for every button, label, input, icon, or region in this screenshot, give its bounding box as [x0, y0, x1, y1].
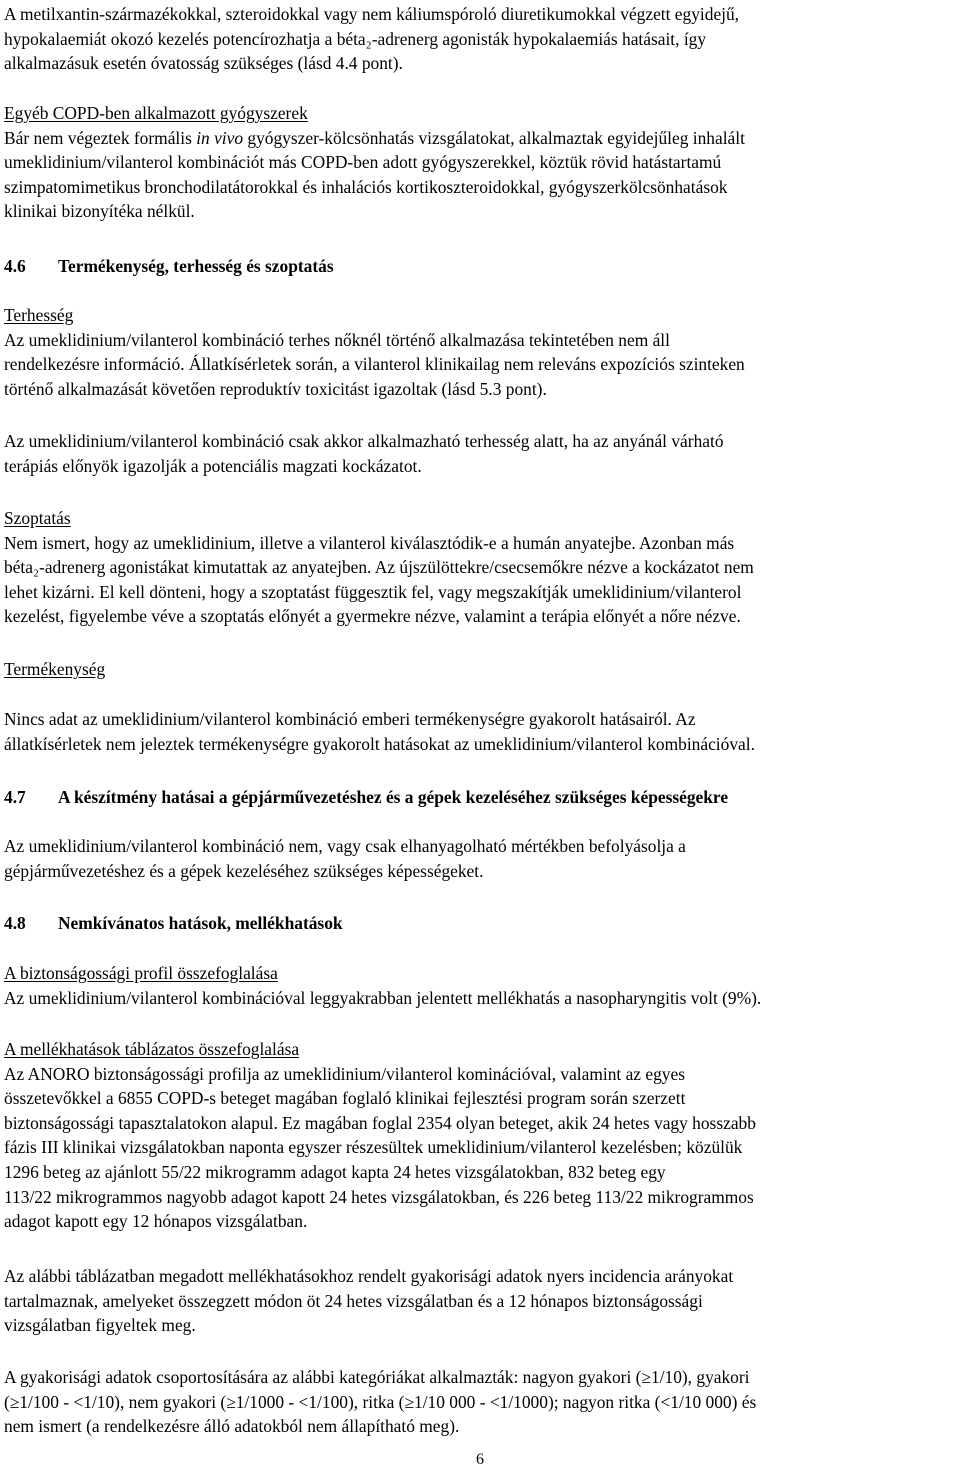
text-line: terápiás előnyök igazolják a potenciális magzati kockázatot. — [4, 455, 422, 476]
section-number: 4.8 — [4, 913, 26, 933]
table-summary-section — [4, 1037, 956, 1234]
text-line: lehet kizárni. El kell dönteni, hogy a szoptatást függesztik fel, vagy megszakítják umeklidinium/vilanterol — [4, 581, 742, 602]
text-line: Az umeklidinium/vilanterol kombináció nem, vagy csak elhanyagolható mértékben befolyásolja a — [4, 836, 686, 856]
fertility-heading-block — [4, 657, 956, 682]
section-number: 4.7 — [4, 787, 26, 807]
text-line: klinikai bizonyítéka nélkül. — [4, 201, 195, 222]
text-line: vizsgálatban figyeltek meg. — [4, 1315, 196, 1336]
text-line: alkalmazásuk esetén óvatosság szükséges (lásd 4.4 pont). — [4, 53, 403, 74]
subheading-pregnancy: Terhesség — [4, 305, 74, 325]
text-line: 1296 beteg az ajánlott 55/22 mikrogramm adagot kapta 24 hetes vizsgálatokban, 832 beteg egy — [4, 1161, 666, 1182]
text-line: összetevőkkel a 6855 COPD-s beteget magában foglaló klinikai fejlesztési program során szerzett — [4, 1088, 686, 1109]
section-title: Termékenység, terhesség és szoptatás — [58, 256, 334, 276]
text-line — [4, 126, 956, 151]
text-line: Az umeklidinium/vilanterol kombináció csak akkor alkalmazható terhesség alatt, ha az anyánál várható — [4, 431, 724, 451]
text-line: béta₂-adrenerg agonistákat kimutattak az anyatejben. Az újszülöttekre/csecsemőkre nézve a kockázatot nem — [4, 557, 754, 578]
safety-summary-section — [4, 961, 956, 1010]
subheading-breastfeeding: Szoptatás — [4, 508, 71, 528]
section-title: Nemkívánatos hatások, mellékhatások — [58, 913, 343, 933]
section-heading-4-6 — [4, 254, 956, 279]
italic-term: in vivo — [196, 127, 244, 148]
text-line: Az umeklidinium/vilanterol kombinációval leggyakrabban jelentett mellékhatás a nasopharyngitis volt (9%). — [4, 987, 762, 1008]
text-line: szimpatomimetikus bronchodilatátorokkal és inhalációs kortikoszteroidokkal, gyógyszerkölcsönhatások — [4, 176, 728, 197]
page-number: 6 — [476, 1451, 484, 1468]
text-line: Az ANORO biztonságossági profilja az umeklidinium/vilanterol kominációval, valamint az egyes — [4, 1063, 685, 1084]
frequency-categories-paragraph — [4, 1365, 956, 1439]
text-line: kezelést, figyelembe véve a szoptatás előnyét a gyermekre nézve, valamint a terápia előnyét a nőre nézve. — [4, 606, 741, 627]
text-segment: Bár nem végeztek formális — [4, 127, 197, 148]
section-title: A készítmény hatásai a gépjárművezetéshez és a gépek kezeléséhez szükséges képességekre — [58, 787, 729, 807]
text-line: nem ismert (a rendelkezésre álló adatokból nem állapítható meg). — [4, 1416, 460, 1437]
other-copd-section — [4, 101, 956, 224]
text-line: tartalmaznak, amelyeket összegzett módon öt 24 hetes vizsgálatban és a 12 hónapos biztonságossági — [4, 1290, 703, 1311]
text-line: fázis III klinikai vizsgálatokban naponta egyszer részesültek umeklidinium/vilanterol kezelésben; közülük — [4, 1137, 743, 1158]
subheading-safety-summary: A biztonságossági profil összefoglalása — [4, 963, 278, 983]
text-line: hypokalaemiát okozó kezelés potencírozhatja a béta₂-adrenerg agonisták hypokalaemiás hatásait, így — [4, 28, 707, 49]
section-heading-4-8 — [4, 911, 956, 936]
text-line: Nem ismert, hogy az umeklidinium, illetve a vilanterol kiválasztódik-e a humán anyatejbe. Azonban más — [4, 532, 735, 553]
text-line: A metilxantin-származékokkal, szteroidokkal vagy nem káliumspóroló diuretikumokkal végzett egyidejű, — [4, 4, 740, 24]
text-line: 113/22 mikrogrammos nagyobb adagot kapott 24 hetes vizsgálatokban, és 226 beteg 113/22 mikrogrammos — [4, 1186, 754, 1207]
text-line: umeklidinium/vilanterol kombinációt más COPD-ben adott gyógyszerekkel, köztük rövid hatástartamú — [4, 152, 722, 173]
text-line: Az umeklidinium/vilanterol kombináció terhes nőknél történő alkalmazása tekintetében nem áll — [4, 329, 670, 350]
breastfeeding-section — [4, 506, 956, 629]
text-line: történő alkalmazását követően reproduktív toxicitást igazoltak (lásd 5.3 pont). — [4, 378, 547, 399]
subheading-fertility: Termékenység — [4, 659, 106, 679]
text-line: állatkísérletek nem jeleztek termékenységre gyakorolt hatásokat az umeklidinium/vilanterol kombinációval. — [4, 733, 755, 754]
text-line: biztonságossági tapasztalatokon alapul. Ez magában foglal 2354 olyan beteget, akik 24 hetes vagy hosszabb — [4, 1112, 756, 1133]
text-line: gépjárművezetéshez és a gépek kezeléséhez szükséges képességeket. — [4, 860, 484, 881]
section-4-7-paragraph — [4, 834, 956, 883]
text-line: Nincs adat az umeklidinium/vilanterol kombináció emberi termékenységre gyakorolt hatásairól. Az — [4, 709, 696, 729]
fertility-paragraph — [4, 707, 956, 756]
text-line: A gyakorisági adatok csoportosítására az alábbi kategóriákat alkalmazták: nagyon gyakori (≥1/10), gyakori — [4, 1367, 750, 1387]
pregnancy-section — [4, 303, 956, 401]
text-line: (≥1/100 - <1/10), nem gyakori (≥1/1000 - <1/100), ritka (≥1/10 000 - <1/1000); nagyon ritka (<1/10 000) és — [4, 1391, 757, 1412]
subheading-other-copd: Egyéb COPD-ben alkalmazott gyógyszerek — [4, 103, 308, 123]
text-line: adagot kapott egy 12 hónapos vizsgálatban. — [4, 1211, 308, 1232]
text-segment: gyógyszer-kölcsönhatás vizsgálatokat, alkalmaztak egyidejűleg inhalált — [243, 127, 745, 148]
text-line: Az alábbi táblázatban megadott mellékhatásokhoz rendelt gyakorisági adatok nyers incidencia arányokat — [4, 1266, 734, 1286]
pregnancy-paragraph-2 — [4, 429, 956, 478]
table-summary-paragraph-2 — [4, 1264, 956, 1338]
section-number: 4.6 — [4, 256, 26, 276]
subheading-table-summary: A mellékhatások táblázatos összefoglalása — [4, 1039, 300, 1059]
section-heading-4-7 — [4, 785, 956, 810]
text-line: rendelkezésre információ. Állatkísérletek során, a vilanterol klinikailag nem releváns expozíciós szinteken — [4, 354, 745, 375]
intro-paragraph — [4, 2, 956, 76]
